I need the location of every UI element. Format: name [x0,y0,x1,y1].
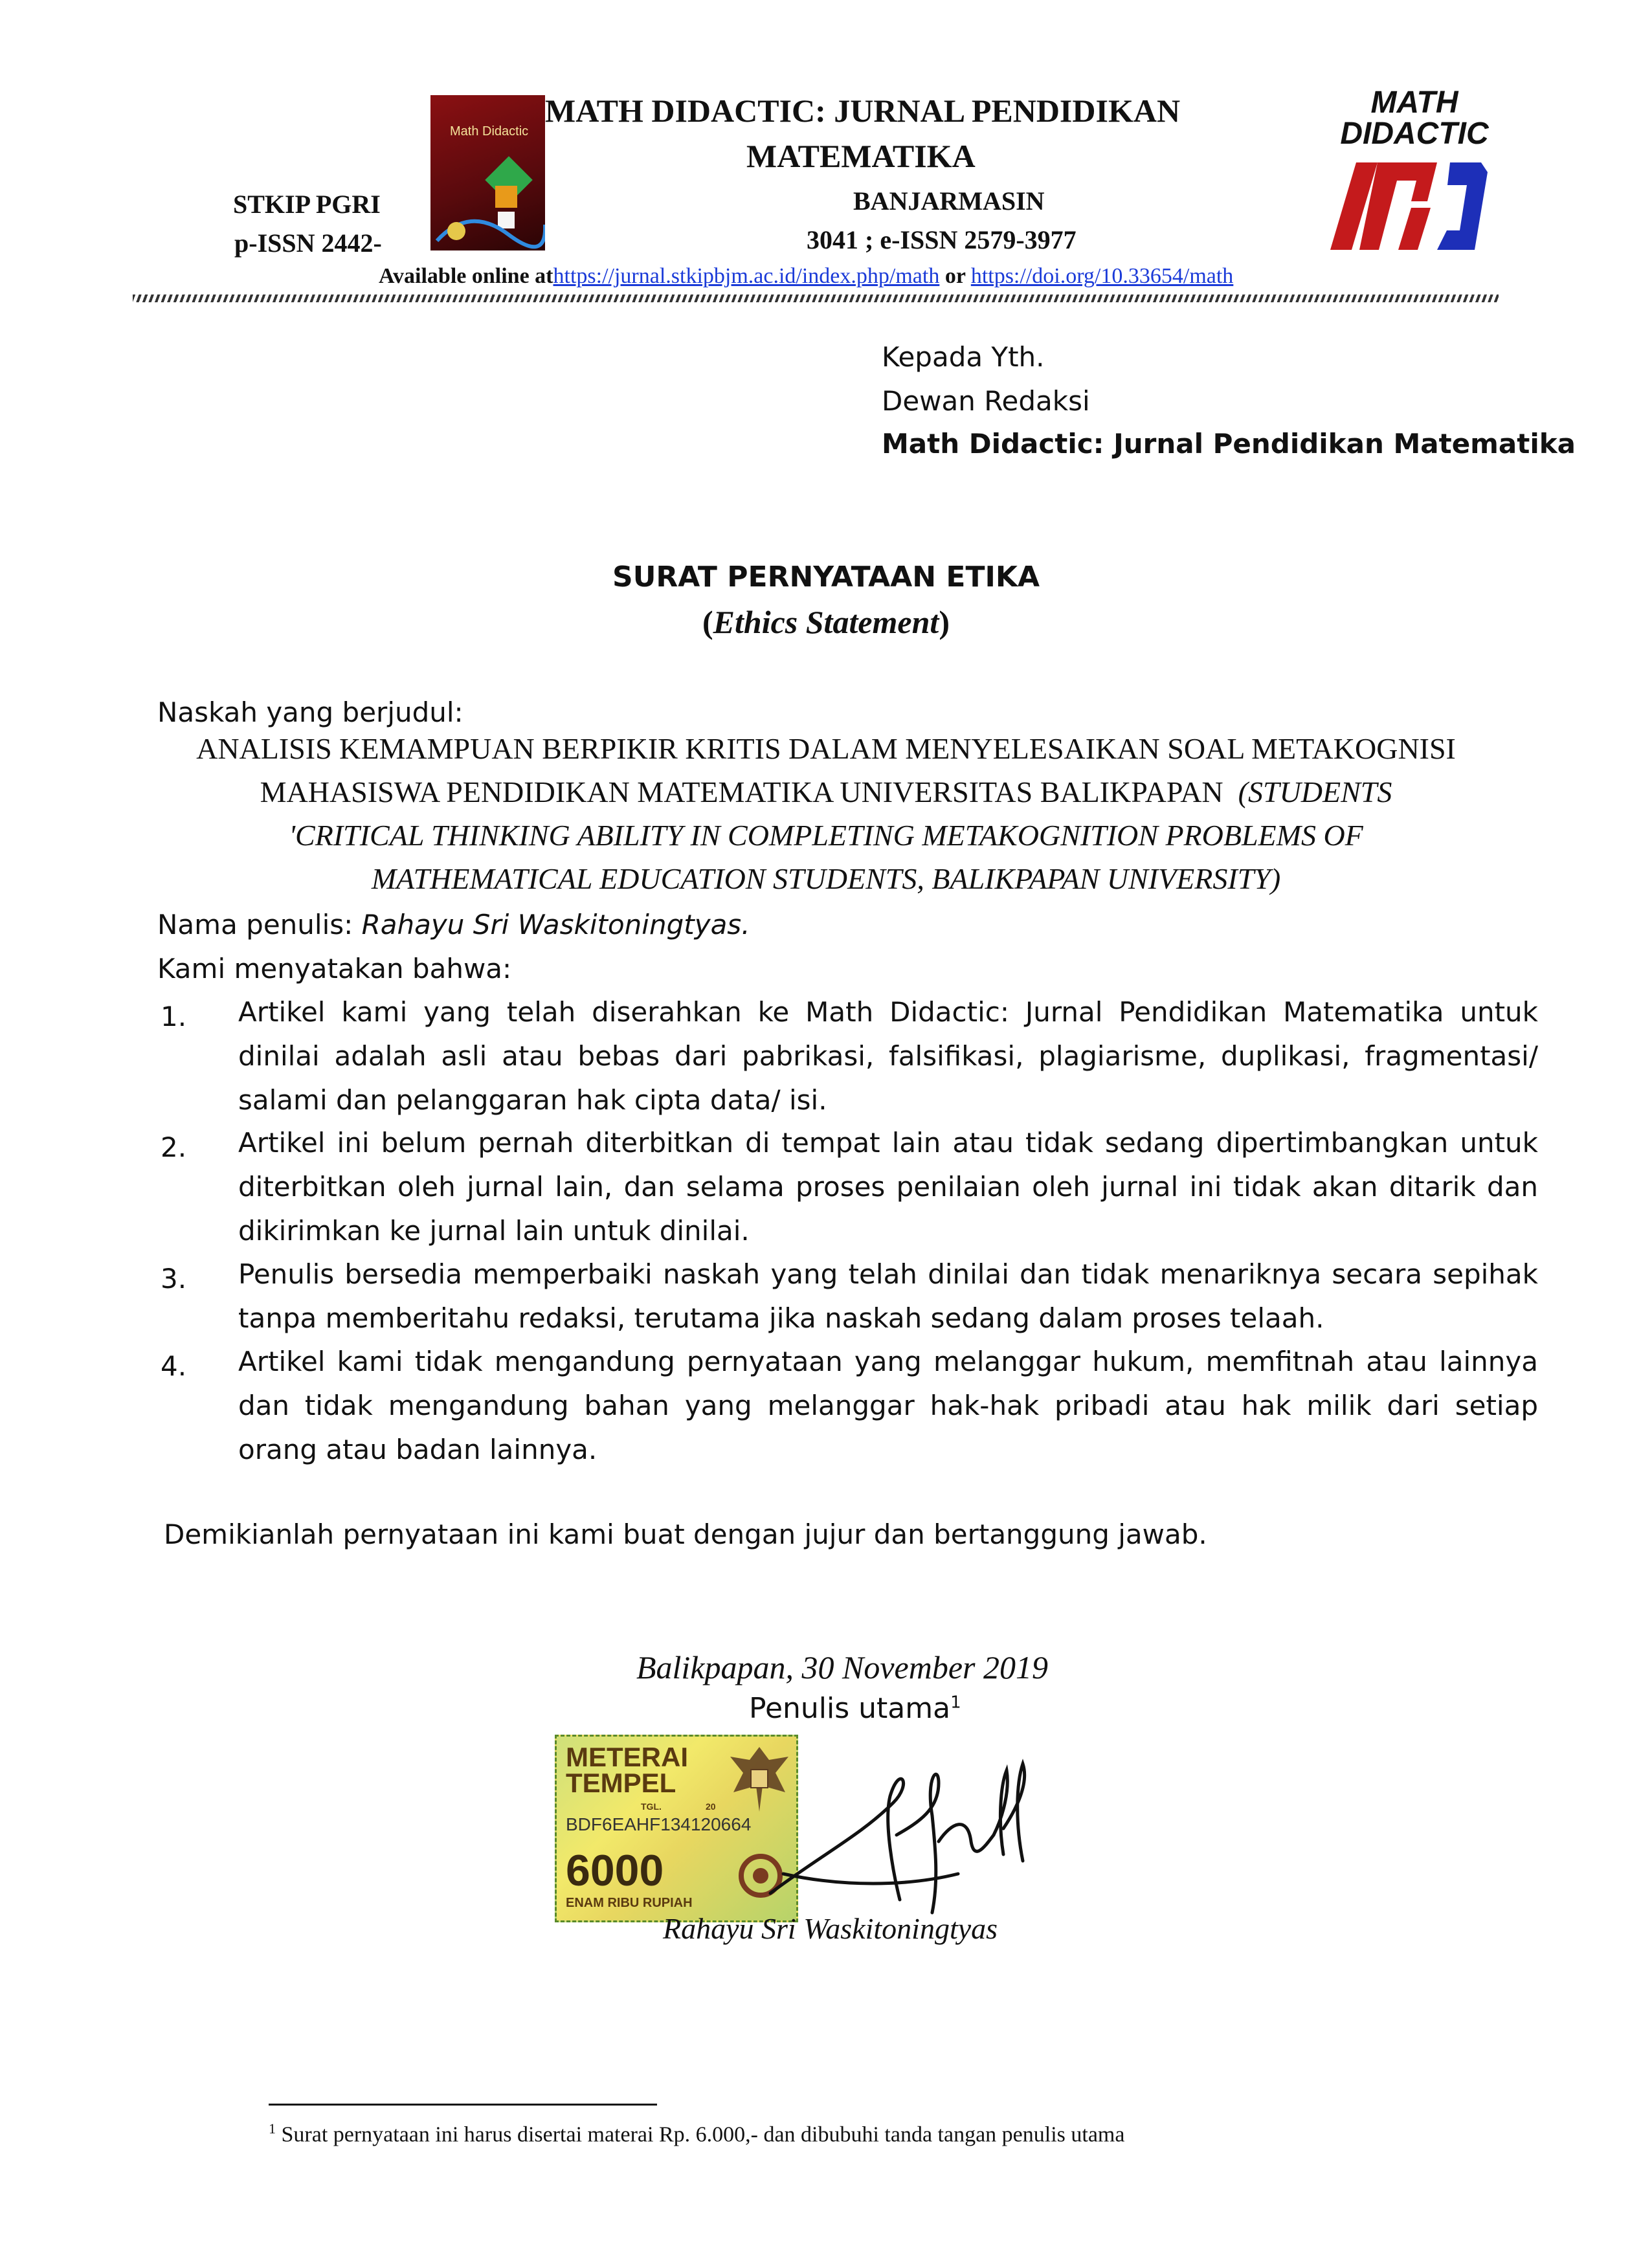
journal-url-link[interactable]: https://jurnal.stkipbjm.ac.id/index.php/math [553,264,940,288]
item-number: 3. [161,1263,187,1295]
stamp-value: 6000 [566,1846,664,1895]
footnote-divider [269,2104,657,2106]
available-online [379,264,1233,289]
item-number: 2. [161,1131,187,1163]
author-line [157,909,750,940]
document-subtitle: (Ethics Statement) [702,604,950,640]
place-date: Balikpapan, 30 November 2019 [636,1649,1049,1685]
manuscript-title-line2: MAHASISWA PENDIDIKAN MATEMATIKA UNIVERSITAS BALIKPAPAN (STUDENTS [260,775,1392,808]
stamp-words: ENAM RIBU RUPIAH [566,1896,693,1910]
issn-right: 3041 ; e-ISSN 2579-3977 [807,225,1077,254]
manuscript-title-line1: ANALISIS KEMAMPUAN BERPIKIR KRITIS DALAM MENYELESAIKAN SOAL METAKOGNISI [196,732,1456,765]
stamp-serial: BDF6EAHF134120664 [566,1814,752,1834]
handwritten-signature [744,1725,1049,1939]
org-right: BANJARMASIN [853,186,1045,216]
declaration-intro: Kami menyatakan bahwa: [157,953,512,984]
online-or: or [939,264,971,288]
signer-name: Rahayu Sri Waskitoningtyas [663,1912,998,1945]
statement-item: Artikel ini belum pernah diterbitkan di tempat lain atau tidak sedang dipertimbangkan untuk diterbitkan oleh jurnal lain, dan selama proses penilaian oleh jurnal ini tidak akan ditarik dan dikirimkan ke jurnal lain untuk dinilai. [238,1127,1538,1247]
footnote-text: Surat pernyataan ini harus disertai materai Rp. 6.000,- dan dibubuhi tanda tangan penulis utama [281,2122,1125,2147]
footnote [269,2120,1124,2147]
doi-url-link[interactable]: https://doi.org/10.33654/math [970,264,1234,288]
journal-logo [1321,87,1508,256]
footnote-mark: 1 [269,2120,276,2137]
stamp-tgl: TGL. [641,1801,662,1812]
org-left: STKIP PGRI [233,190,381,219]
cover-graphic [430,95,545,250]
manuscript-title-line4: MATHEMATICAL EDUCATION STUDENTS, BALIKPAPAN UNIVERSITY) [371,862,1281,895]
logo-md-mark-icon [1321,150,1508,253]
stamp-line1: METERAI [566,1742,688,1772]
statement-item: Artikel kami tidak mengandung pernyataan yang melanggar hukum, memfitnah atau lainnya dan tidak mengandung bahan yang melanggar hak-hak pribadi atau hak milik dari setiap orang atau badan lainnya. [238,1346,1538,1465]
journal-cover-image [430,95,545,250]
item-number: 4. [161,1350,187,1382]
statement-item: Penulis bersedia memperbaiki naskah yang telah dinilai dan tidak menariknya secara sepihak tanpa memberitahu redaksi, terutama jika naskah sedang dalam proses telaah. [238,1258,1538,1334]
author-label: Nama penulis: [157,909,362,940]
header-divider [133,295,1499,302]
item-number: 1. [161,1001,187,1032]
logo-word-math: MATH [1370,85,1458,120]
document-subtitle-italic: Ethics Statement [713,604,939,640]
issn-left: p-ISSN 2442- [234,228,382,258]
recipient-line2: Dewan Redaksi [882,385,1090,417]
signer-role: Penulis utama$^1$ [749,1692,961,1725]
recipient-line1: Kepada Yth. [882,341,1045,373]
statement-item: Artikel kami yang telah diserahkan ke Math Didactic: Jurnal Pendidikan Matematika untuk dinilai adalah asli atau bebas dari pabrikasi, falsifikasi, plagiarisme, duplikasi, fragmentasi/ salami dan pelanggaran hak cipta data/ isi. [238,996,1538,1116]
recipient-line3: Math Didactic: Jurnal Pendidikan Matematika [882,428,1576,460]
cover-title: Math Didactic [450,124,529,139]
footnote-ref: 1 [950,1693,961,1713]
stamp-line2: TEMPEL [566,1768,676,1798]
manuscript-label: Naskah yang berjudul: [157,696,463,728]
online-prefix: Available online at [379,264,553,288]
stamp-tgl-number: 20 [706,1801,716,1812]
closing-statement: Demikianlah pernyataan ini kami buat dengan jujur dan bertanggung jawab. [164,1518,1207,1550]
author-name: Rahayu Sri Waskitoningtyas. [361,909,750,940]
logo-word-didactic: DIDACTIC [1340,117,1489,151]
journal-title-line1: MATH DIDACTIC: JURNAL PENDIDIKAN [545,93,1181,129]
document-title: SURAT PERNYATAAN ETIKA [612,561,1040,594]
journal-title-line2: MATEMATIKA [746,138,976,174]
manuscript-title-line3: 'CRITICAL THINKING ABILITY IN COMPLETING METAKOGNITION PROBLEMS OF [289,819,1363,852]
